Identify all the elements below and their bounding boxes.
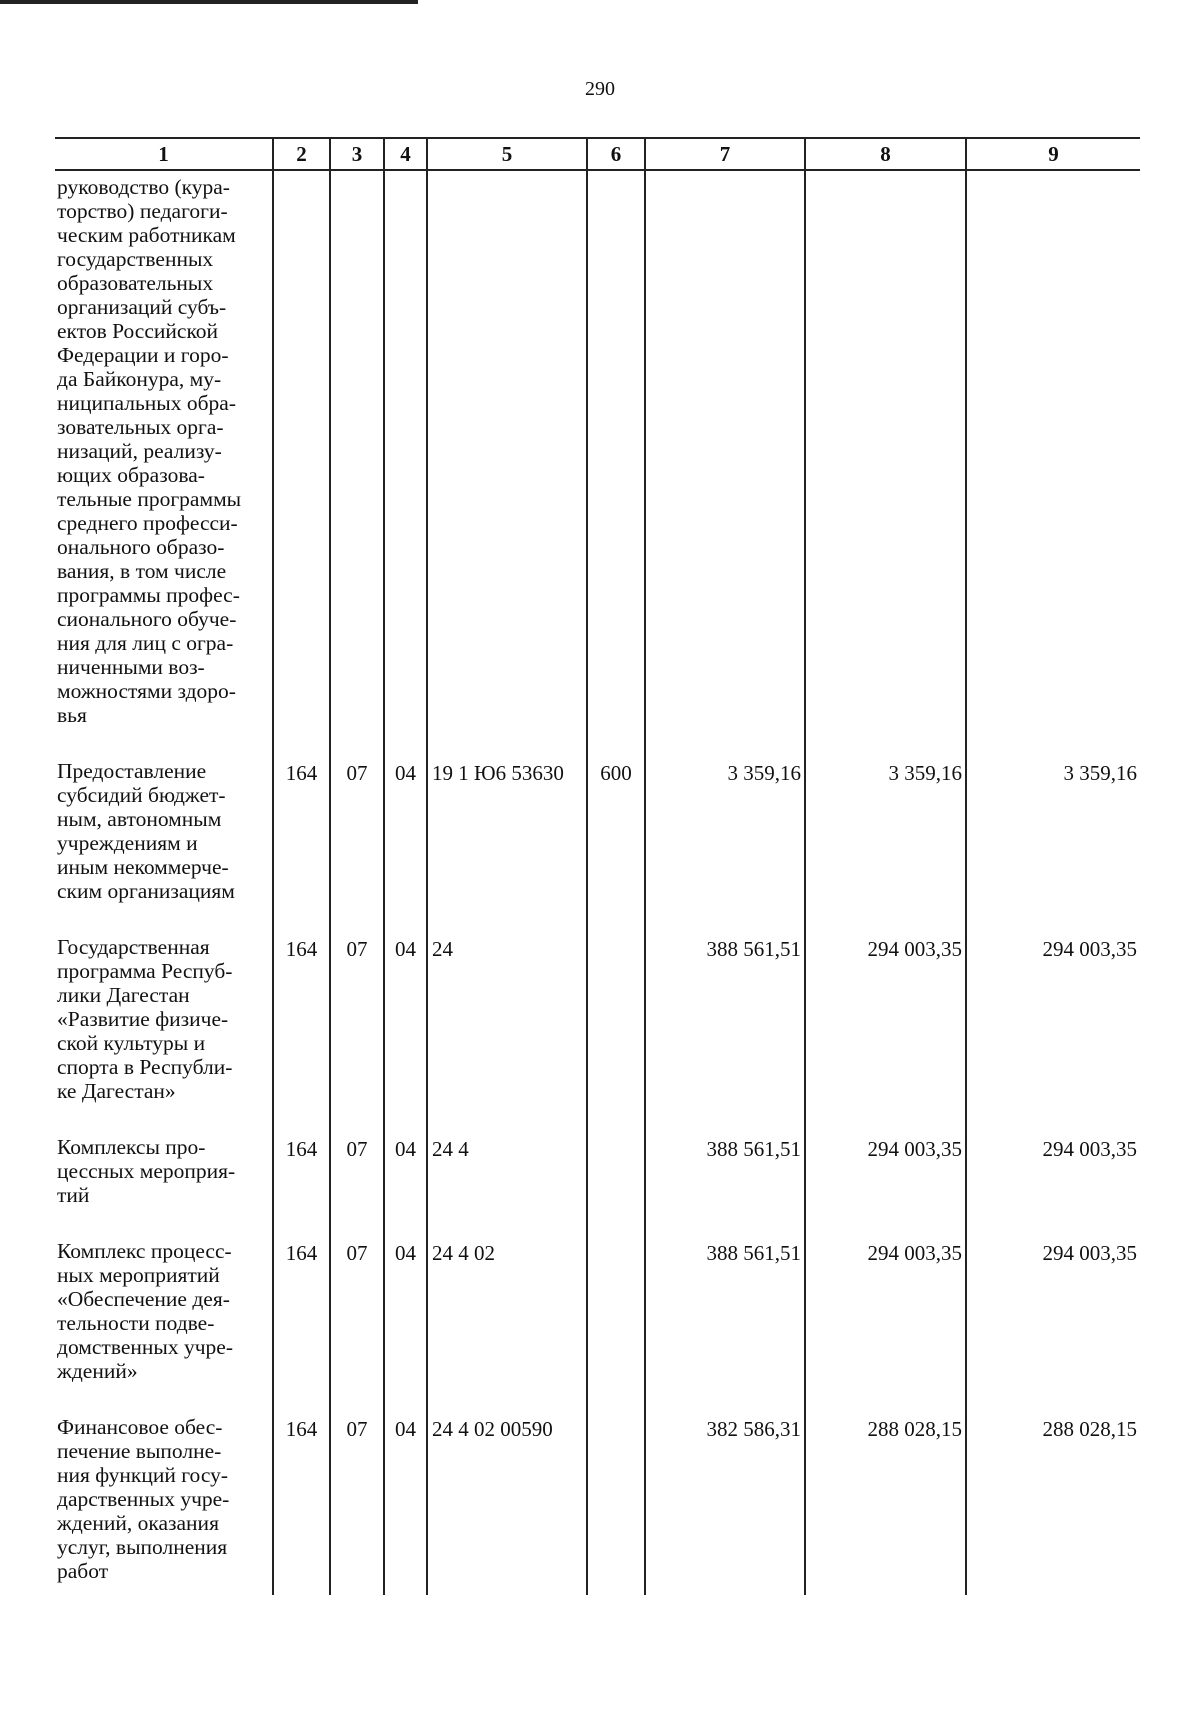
cell-amount-col9: 288 028,15 <box>966 1403 1140 1595</box>
cell-amount-col9: 3 359,16 <box>966 747 1140 923</box>
cell-amount-col8: 288 028,15 <box>805 1403 966 1595</box>
description-line: ческим работникам <box>57 223 236 247</box>
row-description <box>55 747 273 923</box>
description-line: спорта в Республи- <box>57 1055 233 1079</box>
description-line: вания, в том числе <box>57 559 227 583</box>
cell-subsection: 04 <box>384 1123 427 1227</box>
cell-amount-col8 <box>805 170 966 747</box>
table-row <box>55 923 1140 1123</box>
description-line: ния функций госу- <box>57 1463 229 1487</box>
description-line: можностями здоро- <box>57 679 236 703</box>
description-line: лики Дагестан <box>57 983 190 1007</box>
cell-expense-type <box>587 1123 645 1227</box>
table-row <box>55 1403 1140 1595</box>
cell-section: 07 <box>330 1123 384 1227</box>
cell-section: 07 <box>330 747 384 923</box>
cell-subsection: 04 <box>384 1227 427 1403</box>
description-line: низаций, реализу- <box>57 439 222 463</box>
description-line: сионального обуче- <box>57 607 237 631</box>
description-line: учреждениям и <box>57 831 198 855</box>
header-col-6: 6 <box>587 138 645 170</box>
description-line: работ <box>57 1559 109 1583</box>
cell-target-article <box>427 170 587 747</box>
cell-section: 07 <box>330 1227 384 1403</box>
description-line: субсидий бюджет- <box>57 783 226 807</box>
cell-ministry-code: 164 <box>273 1227 330 1403</box>
description-line: ждений» <box>57 1359 138 1383</box>
cell-expense-type <box>587 1403 645 1595</box>
cell-expense-type <box>587 1227 645 1403</box>
cell-subsection: 04 <box>384 747 427 923</box>
description-line: печение выполне- <box>57 1439 222 1463</box>
budget-table <box>55 137 1140 1595</box>
cell-amount-col7: 3 359,16 <box>645 747 805 923</box>
description-line: «Обеспечение дея- <box>57 1287 230 1311</box>
cell-target-article: 24 4 02 00590 <box>427 1403 587 1595</box>
cell-target-article: 24 <box>427 923 587 1123</box>
description-line: ской культуры и <box>57 1031 206 1055</box>
cell-amount-col9 <box>966 170 1140 747</box>
description-line: тельные программы <box>57 487 242 511</box>
description-line: ке Дагестан» <box>57 1079 176 1103</box>
cell-amount-col8: 3 359,16 <box>805 747 966 923</box>
cell-ministry-code: 164 <box>273 1123 330 1227</box>
cell-ministry-code: 164 <box>273 747 330 923</box>
cell-expense-type: 600 <box>587 747 645 923</box>
cell-amount-col7: 388 561,51 <box>645 1123 805 1227</box>
description-line: зовательных орга- <box>57 415 224 439</box>
description-line: ниченными воз- <box>57 655 205 679</box>
cell-section: 07 <box>330 1403 384 1595</box>
cell-amount-col8: 294 003,35 <box>805 923 966 1123</box>
description-line: вья <box>57 703 87 727</box>
description-line: да Байконура, му- <box>57 367 222 391</box>
row-description <box>55 1403 273 1595</box>
description-line: дарственных учре- <box>57 1487 230 1511</box>
description-line: услуг, выполнения <box>57 1535 228 1559</box>
description-line: ющих образова- <box>57 463 205 487</box>
cell-expense-type <box>587 923 645 1123</box>
description-line: ектов Российской <box>57 319 219 343</box>
cell-amount-col9: 294 003,35 <box>966 1227 1140 1403</box>
header-col-8: 8 <box>805 138 966 170</box>
description-line: тельности подве- <box>57 1311 215 1335</box>
description-line: иным некоммерче- <box>57 855 229 879</box>
table-row <box>55 1123 1140 1227</box>
description-line: Комплексы про- <box>57 1135 206 1159</box>
cell-expense-type <box>587 170 645 747</box>
description-line: Финансовое обес- <box>57 1415 223 1439</box>
row-description <box>55 170 273 747</box>
cell-amount-col8: 294 003,35 <box>805 1123 966 1227</box>
cell-subsection <box>384 170 427 747</box>
description-line: Предоставление <box>57 759 207 783</box>
row-description <box>55 923 273 1123</box>
cell-amount-col7: 388 561,51 <box>645 923 805 1123</box>
cell-section: 07 <box>330 923 384 1123</box>
description-line: домственных учре- <box>57 1335 233 1359</box>
description-line: программа Респуб- <box>57 959 233 983</box>
table-row <box>55 747 1140 923</box>
cell-target-article: 19 1 Ю6 53630 <box>427 747 587 923</box>
description-line: ским организациям <box>57 879 235 903</box>
description-line: цессных мероприя- <box>57 1159 236 1183</box>
table-row <box>55 1227 1140 1403</box>
header-col-7: 7 <box>645 138 805 170</box>
description-line: организаций субъ- <box>57 295 227 319</box>
header-col-2: 2 <box>273 138 330 170</box>
description-line: образовательных <box>57 271 214 295</box>
header-col-5: 5 <box>427 138 587 170</box>
cell-amount-col7 <box>645 170 805 747</box>
description-line: Комплекс процесс- <box>57 1239 232 1263</box>
page-number: 290 <box>585 78 615 100</box>
description-line: ных мероприятий <box>57 1263 220 1287</box>
table-row <box>55 170 1140 747</box>
cell-target-article: 24 4 <box>427 1123 587 1227</box>
cell-subsection: 04 <box>384 1403 427 1595</box>
description-line: онального образо- <box>57 535 225 559</box>
cell-amount-col7: 388 561,51 <box>645 1227 805 1403</box>
cell-amount-col9: 294 003,35 <box>966 923 1140 1123</box>
row-description <box>55 1227 273 1403</box>
description-line: программы профес- <box>57 583 240 607</box>
cell-subsection: 04 <box>384 923 427 1123</box>
header-col-3: 3 <box>330 138 384 170</box>
description-line: государственных <box>57 247 214 271</box>
description-line: торство) педагоги- <box>57 199 228 223</box>
description-line: среднего професси- <box>57 511 238 535</box>
cell-amount-col7: 382 586,31 <box>645 1403 805 1595</box>
description-line: ным, автономным <box>57 807 222 831</box>
description-line: ждений, оказания <box>57 1511 219 1535</box>
header-row <box>55 138 1140 170</box>
description-line: Федерации и горо- <box>57 343 229 367</box>
cell-ministry-code: 164 <box>273 923 330 1123</box>
cell-amount-col9: 294 003,35 <box>966 1123 1140 1227</box>
description-line: ния для лиц с огра- <box>57 631 234 655</box>
cell-amount-col8: 294 003,35 <box>805 1227 966 1403</box>
cell-target-article: 24 4 02 <box>427 1227 587 1403</box>
header-col-9: 9 <box>966 138 1140 170</box>
header-col-4: 4 <box>384 138 427 170</box>
description-line: руководство (кура- <box>57 175 230 199</box>
description-line: Государственная <box>57 935 210 959</box>
top-rule <box>0 0 418 4</box>
header-col-1: 1 <box>55 138 273 170</box>
description-line: ниципальных обра- <box>57 391 237 415</box>
cell-ministry-code <box>273 170 330 747</box>
description-line: тий <box>57 1183 90 1207</box>
cell-section <box>330 170 384 747</box>
cell-ministry-code: 164 <box>273 1403 330 1595</box>
description-line: «Развитие физиче- <box>57 1007 229 1031</box>
row-description <box>55 1123 273 1227</box>
